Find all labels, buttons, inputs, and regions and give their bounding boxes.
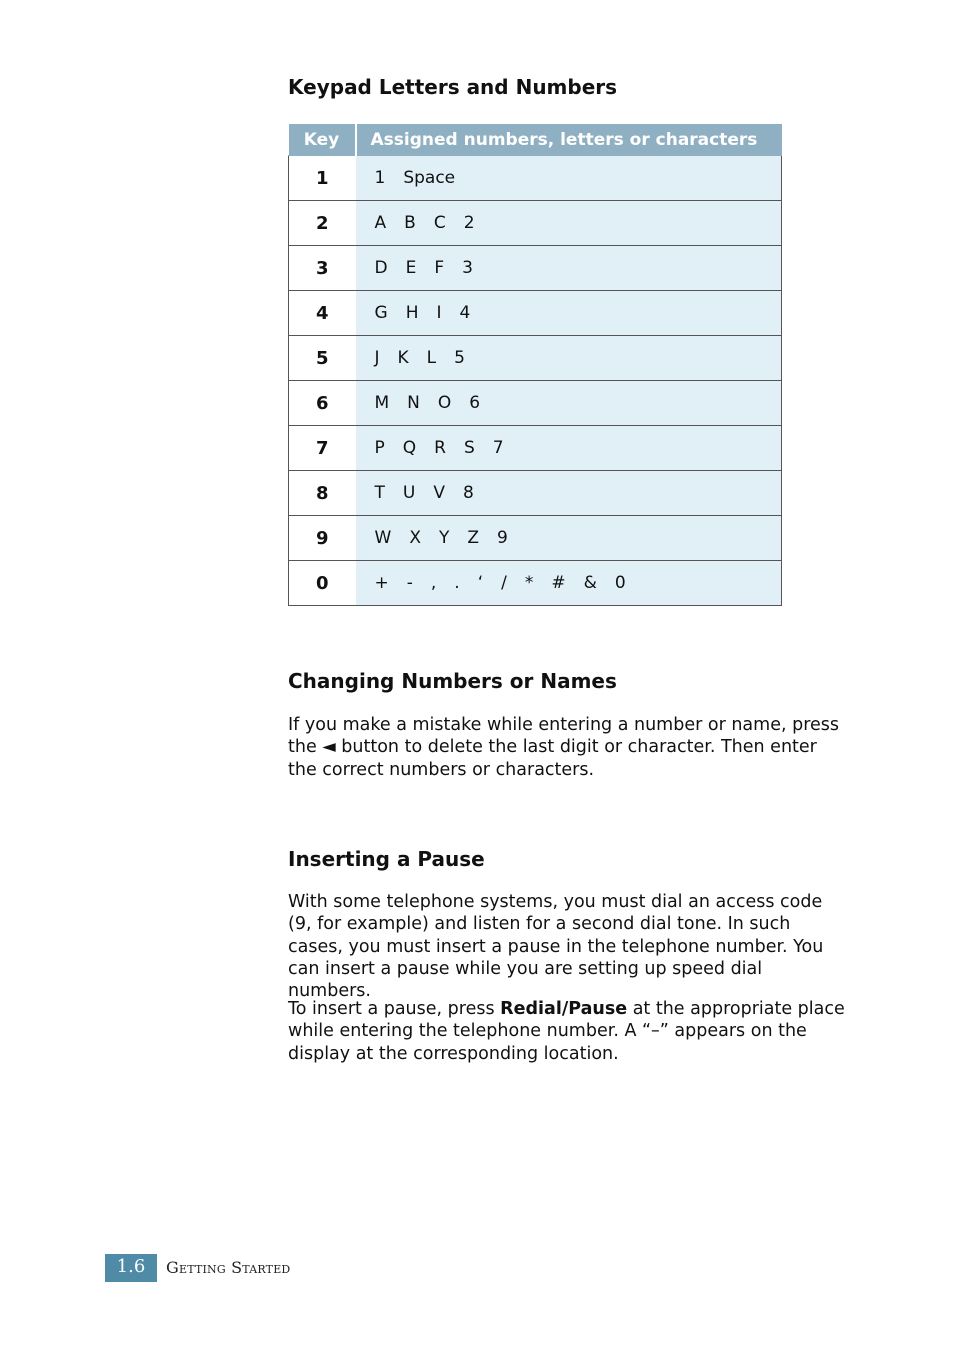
table-body [289,156,782,606]
table-row [289,561,782,606]
char-item: 5 [454,348,465,368]
char-item: ‘ [477,573,484,593]
key-cell: 9 [289,516,356,561]
char-item: + [374,573,389,593]
chapter-title: Getting Started [166,1258,291,1277]
chars-cell [356,381,782,426]
key-cell: 8 [289,471,356,516]
char-item: 3 [462,258,473,278]
char-item: - [406,573,413,593]
table-row [289,426,782,471]
char-item: B [404,213,416,233]
chars-cell [356,561,782,606]
char-item: P [374,438,385,458]
pause-text-before: To insert a pause, press [288,999,501,1019]
char-item: Space [403,168,456,188]
char-item: 7 [492,438,504,458]
keypad-section-title: Keypad Letters and Numbers [288,75,618,99]
char-item: 0 [614,573,626,593]
char-item: J [374,348,380,368]
char-item: 4 [459,303,471,323]
char-item: 6 [469,393,481,413]
table-row [289,201,782,246]
char-item: O [437,393,452,413]
chars-cell [356,291,782,336]
chars-cell [356,246,782,291]
char-item: C [433,213,446,233]
changing-paragraph: If you make a mistake while entering a number or name, press the ◄ button to delete the last digit or character. Then enter the correct numbers or characters. [288,715,840,780]
chars-cell [356,336,782,381]
char-item: I [436,303,442,323]
table-row [289,516,782,561]
header-assigned: Assigned numbers, letters or characters [356,124,782,156]
key-cell: 0 [289,561,356,606]
key-cell: 3 [289,246,356,291]
table-row [289,381,782,426]
chars-cell [356,471,782,516]
char-item: # [551,573,566,593]
char-item: F [434,258,445,278]
char-item: Y [438,528,450,548]
key-cell: 6 [289,381,356,426]
key-cell: 5 [289,336,356,381]
char-item: D [374,258,388,278]
char-item: Q [402,438,417,458]
char-item: N [407,393,420,413]
table-header-row [289,124,782,156]
chars-cell [356,426,782,471]
changing-section-title: Changing Numbers or Names [288,669,617,693]
table-row [289,156,782,201]
table-row [289,471,782,516]
char-item: 1 [374,168,386,188]
char-item: , [430,573,437,593]
char-item: . [454,573,460,593]
char-item: 2 [463,213,475,233]
keypad-table [288,124,782,606]
char-item: * [524,573,534,593]
key-cell: 2 [289,201,356,246]
pause-paragraph-2 [288,998,848,1065]
char-item: 8 [462,483,474,503]
char-item: A [374,213,387,233]
char-item: X [409,528,421,548]
char-item: G [374,303,388,323]
char-item: & [583,573,597,593]
pause-paragraph-1: With some telephone systems, you must dial an access code (9, for example) and listen for a second dial tone. In such cases, you must insert a pause in the telephone number. You can insert a pause while you are setting up speed dial numbers. [288,892,824,1002]
char-item: S [463,438,475,458]
pause-text-after: at the appropriate place while entering the telephone number. A “–” appears on the display at the corresponding location. [288,999,845,1064]
key-cell: 4 [289,291,356,336]
page-number-badge: 1.6 [105,1254,157,1282]
key-cell: 7 [289,426,356,471]
table-row [289,246,782,291]
char-item: / [501,573,507,593]
chars-cell [356,516,782,561]
char-item: Z [467,528,480,548]
chars-cell [356,156,782,201]
char-item: E [405,258,417,278]
header-key: Key [289,124,356,156]
key-cell: 1 [289,156,356,201]
char-item: W [374,528,392,548]
char-item: T [374,483,385,503]
char-item: H [405,303,419,323]
char-item: L [426,348,437,368]
redial-pause-label: Redial/Pause [500,999,628,1019]
char-item: 9 [497,528,508,548]
char-item: V [433,483,445,503]
char-item: U [402,483,416,503]
chars-cell [356,201,782,246]
table-row [289,291,782,336]
char-item: R [434,438,446,458]
pause-section-title: Inserting a Pause [288,847,485,871]
table-row [289,336,782,381]
char-item: K [397,348,409,368]
char-item: M [374,393,390,413]
